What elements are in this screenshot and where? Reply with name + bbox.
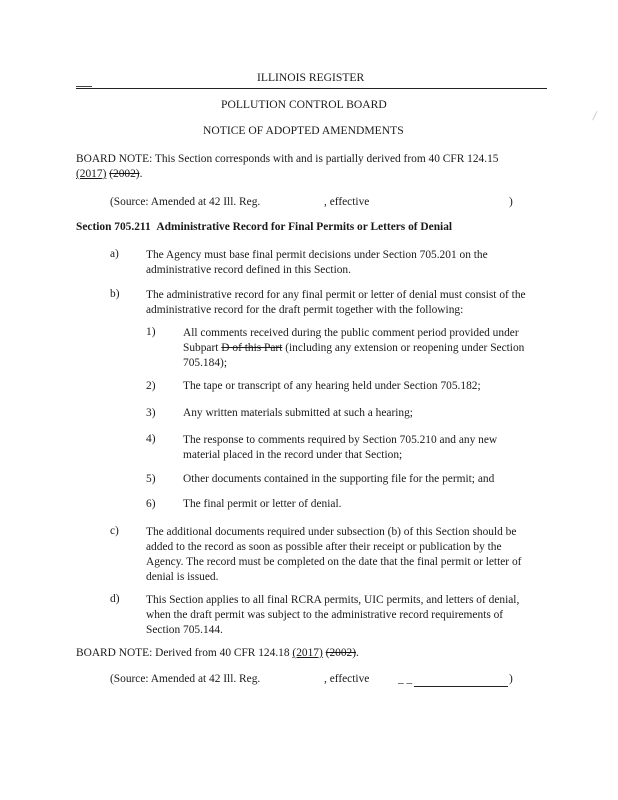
top-note-line1: BOARD NOTE: This Section corresponds with and is partially derived from 40 CFR 124.15 (76, 153, 499, 165)
sub-1-text (183, 326, 524, 371)
sub-6-marker: 6) (146, 498, 156, 510)
sub-6-text: The final permit or letter of denial. (183, 498, 342, 510)
item-c-text (146, 525, 521, 585)
sub-4-line1: The response to comments required by Section 705.210 and any new (183, 434, 498, 446)
sub-5-text: Other documents contained in the supporting file for the permit; and (183, 473, 495, 485)
top-note-struck-year: (2002) (109, 168, 140, 180)
sub-1-struck: D of this Part (221, 342, 283, 354)
item-c-line1: The additional documents required under subsection (b) of this Section should be (146, 526, 517, 538)
source-close-2: ) (509, 673, 513, 685)
sub-4-marker: 4) (146, 433, 156, 445)
scan-speck (592, 111, 603, 123)
sub-1-line2 (183, 341, 524, 356)
header-dash-mark (76, 86, 92, 87)
source-label-1: (Source: Amended at 42 Ill. Reg. (110, 196, 261, 208)
item-b-line2: administrative record for the draft permit together with the following: (146, 304, 464, 316)
bottom-note-text: BOARD NOTE: Derived from 40 CFR 124.18 (76, 647, 293, 659)
sub-3-text: Any written materials submitted at such a hearing; (183, 407, 413, 419)
sub-1-marker: 1) (146, 326, 156, 338)
item-a-line1: The Agency must base final permit decisions under Section 705.201 on the (146, 249, 488, 261)
top-note-line2 (76, 167, 498, 182)
board-title: POLLUTION CONTROL BOARD (221, 98, 387, 111)
source-effective-2: , effective (324, 673, 370, 685)
sub-5-marker: 5) (146, 473, 156, 485)
top-board-note (76, 152, 498, 182)
item-b-line1: The administrative record for any final permit or letter of denial must consist of the (146, 289, 526, 301)
section-number: Section 705.211 (76, 221, 151, 233)
item-a-line2: administrative record defined in this Section. (146, 264, 351, 276)
sub-2-text: The tape or transcript of any hearing held under Section 705.182; (183, 380, 481, 392)
section-heading (76, 221, 452, 233)
item-d-marker: d) (110, 593, 120, 605)
item-b-text (146, 288, 526, 318)
source-label-2: (Source: Amended at 42 Ill. Reg. (110, 673, 261, 685)
notice-title: NOTICE OF ADOPTED AMENDMENTS (203, 124, 404, 137)
register-title: ILLINOIS REGISTER (257, 71, 365, 84)
sub-3-marker: 3) (146, 407, 156, 419)
item-c-marker: c) (110, 525, 119, 537)
item-d-line3: Section 705.144. (146, 624, 223, 636)
sub-4-text (183, 433, 497, 463)
bottom-note-struck-year: (2002) (325, 647, 357, 659)
source-blank-line (414, 686, 508, 687)
item-a-text (146, 248, 488, 278)
source-close-1: ) (509, 196, 513, 208)
section-title: Administrative Record for Final Permits or Letters of Denial (156, 221, 453, 233)
item-c-line3: Agency. The record must be completed on the date that the final permit or letter of (146, 556, 522, 568)
item-c-line2: added to the record as soon as possible after their receipt or publication by the (146, 541, 502, 553)
item-d-line2: when the draft permit was subject to the administrative record requirements of (146, 609, 504, 621)
header-rule (76, 88, 547, 89)
sub-1-line3: 705.184); (183, 357, 227, 369)
bottom-note-period: . (356, 647, 359, 659)
bottom-note-underlined-year: (2017) (292, 647, 323, 659)
item-a-marker: a) (110, 248, 119, 260)
top-note-period: . (139, 168, 143, 180)
sub-4-line2: material placed in the record under that Section; (183, 449, 403, 461)
item-c-line4: denial is issued. (146, 571, 219, 583)
source-blank-2: _ _ (398, 673, 413, 685)
item-d-line1: This Section applies to all final RCRA permits, UIC permits, and letters of denial, (146, 594, 520, 606)
sub-1-pre: Subpart (183, 342, 222, 354)
sub-1-post: (including any extension or reopening under Section (282, 342, 525, 354)
item-d-text (146, 593, 519, 638)
bottom-board-note (76, 647, 359, 659)
top-note-underlined-year: (2017) (76, 168, 107, 180)
sub-1-line1: All comments received during the public comment period provided under (183, 327, 519, 339)
source-effective-1: , effective (324, 196, 370, 208)
item-b-marker: b) (110, 288, 120, 300)
sub-2-marker: 2) (146, 380, 156, 392)
